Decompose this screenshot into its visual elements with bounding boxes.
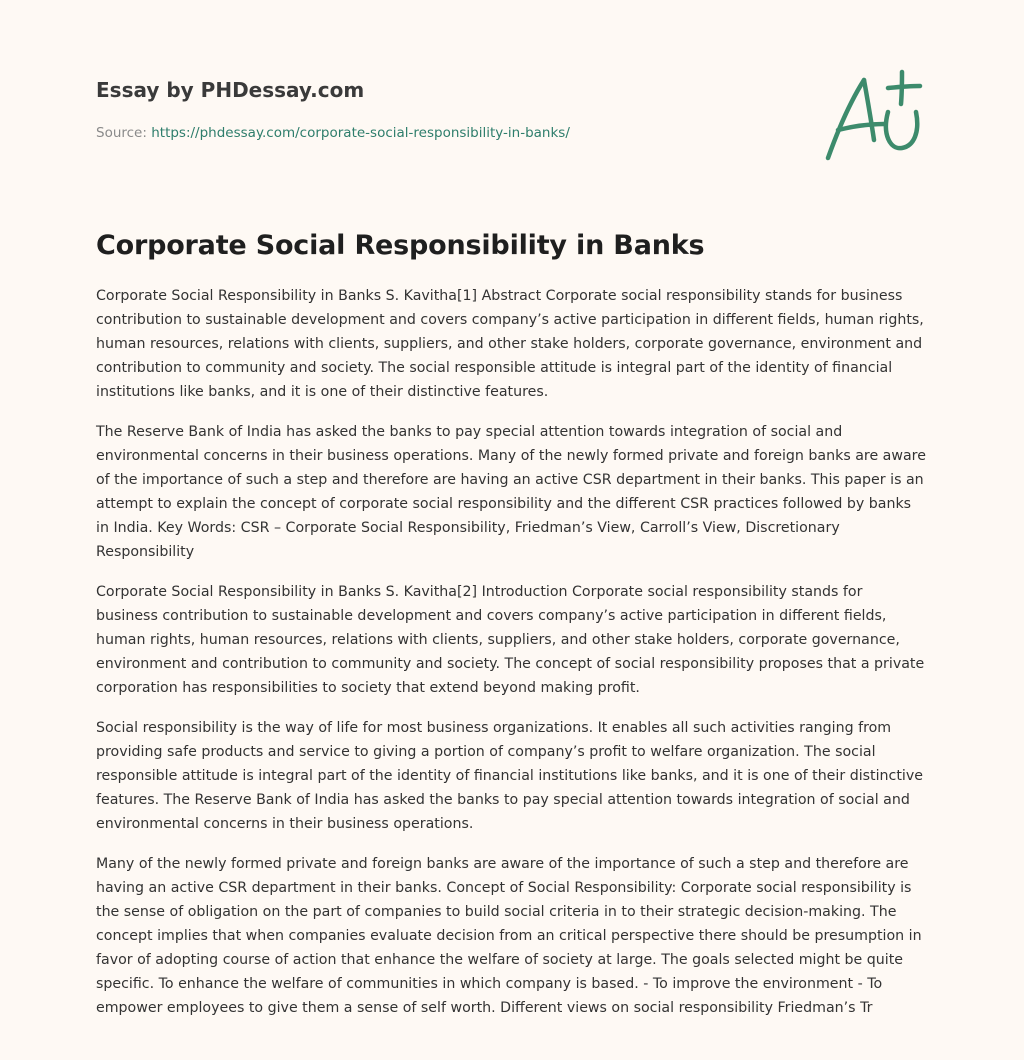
- essay-article: [96, 222, 928, 1036]
- source-line: [96, 123, 756, 143]
- essay-header: [96, 74, 756, 143]
- essay-paragraph: Corporate Social Responsibility in Banks S. Kavitha[1] Abstract Corporate social responsibility stands for business contribution to sustainable development and covers company’s active participation in different fields, human rights, human resources, relations with clients, suppliers, and other stake holders, corporate governance, environment and contribution to community and society. The social responsible attitude is integral part of the identity of financial institutions like banks, and it is one of their distinctive features.: [96, 288, 924, 400]
- source-label: Source:: [96, 125, 147, 141]
- a-right-stroke: [864, 80, 874, 140]
- essay-paragraph: Social responsibility is the way of life for most business organizations. It enables all such activities ranging from providing safe products and service to giving a portion of company’s profit to welfare organization. The social responsible attitude is integral part of the identity of financial institutions like banks, and it is one of their distinctive features. The Reserve Bank of India has asked the banks to pay special attention towards integration of social and environmental concerns in their business operations.: [96, 720, 923, 832]
- essay-paragraph: The Reserve Bank of India has asked the banks to pay special attention towards integration of social and environmental concerns in their business operations. Many of the newly formed private and foreign banks are aware of the importance of such a step and therefore are having an active CSR department in their banks. This paper is an attempt to explain the concept of corporate social responsibility and the different CSR practices followed by banks in India. Key Words: CSR – Corporate Social Responsibility, Friedman’s View, Carroll’s View, Discretionary Responsibility: [96, 424, 926, 560]
- a-plus-logo-icon: [818, 64, 930, 168]
- a-crossbar: [838, 124, 884, 130]
- a-left-stroke: [828, 80, 864, 158]
- plus-horizontal: [888, 86, 920, 88]
- source-link[interactable]: https://phdessay.com/corporate-social-responsibility-in-banks/: [151, 125, 570, 141]
- essay-paragraph: Corporate Social Responsibility in Banks S. Kavitha[2] Introduction Corporate social responsibility stands for business contribution to sustainable development and covers company’s active participation in different fields, human rights, human resources, relations with clients, suppliers, and other stake holders, corporate governance, environment and contribution to community and society. The concept of social responsibility proposes that a private corporation has responsibilities to society that extend beyond making profit.: [96, 584, 925, 696]
- essay-paragraph: Many of the newly formed private and foreign banks are aware of the importance of such a step and therefore are having an active CSR department in their banks. Concept of Social Responsibility: Corporate social responsibility is the sense of obligation on the part of companies to build social criteria in to their strategic decision-making. The concept implies that when companies evaluate decision from an critical perspective there should be presumption in favor of adopting course of action that enhance the welfare of society at large. The goals selected might be quite specific. To enhance the welfare of communities in which company is based. - To improve the environment - To empower employees to give them a sense of self worth. Different views on social responsibility Friedman’s Tr: [96, 856, 922, 1016]
- site-title: Essay by PHDessay.com: [96, 78, 365, 102]
- smile-curve: [886, 112, 917, 148]
- essay-title: Corporate Social Responsibility in Banks: [96, 230, 705, 261]
